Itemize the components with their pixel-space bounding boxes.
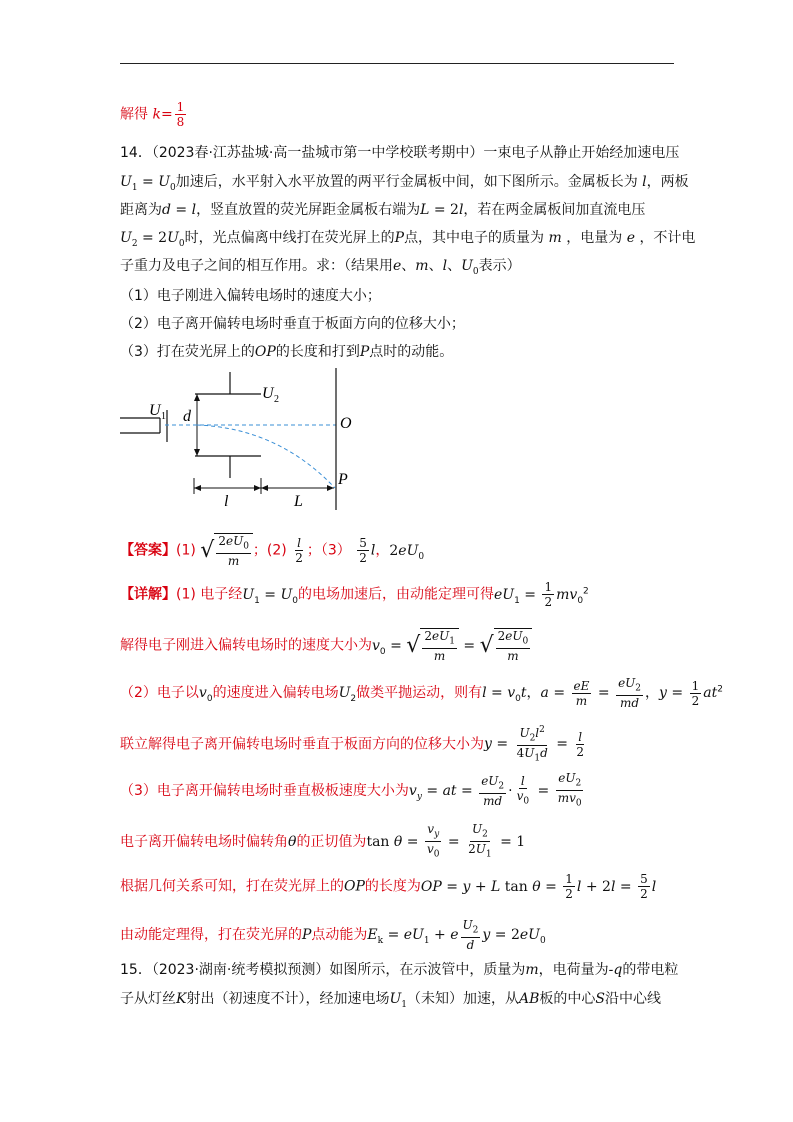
sep-1: 、 xyxy=(401,258,416,274)
detail-line5: （3）电子离开偏转电场时垂直极板速度大小为$v_y$ = at = $\frac{eU_2}{md}$ · $\frac{l}{v_0}$ = $\frac{eU_2}{mv_0}$ xyxy=(120,771,582,809)
detail-line7: 根据几何关系可知，打在荧光屏上的OP的长度为OP = y + L tan θ = $\frac{1}{2}$ l + 2l = $\frac{5}{2}$ l xyxy=(120,872,657,901)
sep-3: 、 xyxy=(447,258,462,274)
detail-d5: （3）电子离开偏转电场时垂直极板速度大小为 xyxy=(120,782,409,799)
label-p: P xyxy=(338,471,348,488)
q15-line2e: 沿中心线 xyxy=(605,991,662,1007)
q14-line3a: 距离为 xyxy=(120,202,162,218)
detail-d1b: 的电场加速后，由动能定理可得 xyxy=(298,586,495,603)
label-l: l xyxy=(224,493,229,510)
detail-d1a: (1) 电子经 xyxy=(176,586,243,603)
label-u2: U xyxy=(262,385,274,402)
q15-line2: 子从灯丝K射出（初速度不计），经加速电场$U_1$（未知）加速，从AB板的中心S沿中心线 xyxy=(120,991,662,1010)
detail-d3b: 的速度进入偏转电场 xyxy=(212,685,339,702)
answer-sep: ， xyxy=(375,542,390,559)
sqrt-2eU0-m: √ $\frac{2eU_0}{m}$ xyxy=(200,533,253,568)
var-k: k xyxy=(152,106,161,123)
eq-sign: = xyxy=(160,106,173,123)
q15-line1b: ，电荷量为 xyxy=(538,962,609,978)
q14-sub3a: （3）打在荧光屏上的 xyxy=(120,344,255,360)
label-u2-sub: 2 xyxy=(274,394,279,405)
q15-line1c: 的带电粒 xyxy=(622,962,679,978)
solve-k-prefix: 解得 xyxy=(120,106,148,123)
q14-line3c: ，若在两金属板间加直流电压 xyxy=(463,202,646,218)
q14-sub3: （3）打在荧光屏上的OP的长度和打到P点时的动能。 xyxy=(120,344,454,360)
q14-line4d: ，不计电 xyxy=(639,230,696,246)
q14-line3b: ，竖直放置的荧光屏距金属板右端为 xyxy=(196,202,421,218)
fraction-1-8 xyxy=(175,100,187,129)
label-big-l: L xyxy=(294,493,303,510)
label-u1-sub: 1 xyxy=(161,411,166,422)
answer-label: 【答案】 xyxy=(120,542,176,559)
answer-p3: ；（3） xyxy=(306,542,351,559)
sep-2: 、 xyxy=(428,258,443,274)
frac-den: 8 xyxy=(176,115,185,129)
detail-d7b: 的长度为 xyxy=(364,878,421,895)
detail-d7a: 根据几何关系可知，打在荧光屏上的 xyxy=(120,878,344,895)
q14-line2: $U_1 = U_0$加速后，水平射入水平放置的两平行金属板中间，如下图所示。金属板长为 l，两板 xyxy=(120,174,689,193)
answer-p1: (1) xyxy=(176,542,196,559)
detail-line2: 解得电子刚进入偏转电场时的速度大小为$v_0$ = √ $\frac{2eU_1}{m}$ = √ $\frac{2eU_0}{m}$ xyxy=(120,628,532,663)
answer-p2: ；(2) xyxy=(252,542,287,559)
q14-line5a: 子重力及电子之间的相互作用。求：（结果用 xyxy=(120,258,393,274)
q14-sub3c: 点时的动能。 xyxy=(369,344,454,360)
q14-line4a: 时，光点偏离中线打在荧光屏上的 xyxy=(184,230,395,246)
q14-sub3b: 的长度和打到 xyxy=(275,344,360,360)
detail-line3: （2）电子以$v_0$的速度进入偏转电场$U_2$做类平抛运动，则有$l = v_0t$，a = $\frac{eE}{m}$ = $\frac{eU_2}{md}$ ，y = $\frac{1}{2}$ $at^2$ xyxy=(120,676,723,711)
q14-line4c: ，电量为 xyxy=(566,230,623,246)
label-d: d xyxy=(183,408,191,425)
label-o: O xyxy=(340,415,352,432)
q15-line2a: 子从灯丝 xyxy=(120,991,176,1007)
detail-line8: 由动能定理得，打在荧光屏的P点动能为$E_k = eU_1 + e$ $\frac{U_2}{d}$ $y = 2eU_0$ xyxy=(120,918,546,953)
q15-line2d: 板的中心 xyxy=(539,991,596,1007)
q14-line5: 子重力及电子之间的相互作用。求：（结果用e、m、l、$U_0$表示） xyxy=(120,258,521,277)
q14-line2b: ，两板 xyxy=(646,174,689,190)
detail-d2: 解得电子刚进入偏转电场时的速度大小为 xyxy=(120,637,372,654)
detail-d3a: （2）电子以 xyxy=(120,685,199,702)
detail-d8a: 由动能定理得，打在荧光屏的 xyxy=(120,927,302,944)
q14-line4: $U_2 = 2U_0$时，光点偏离中线打在荧光屏上的P点，其中电子的质量为 m ，电量为 e ，不计电 xyxy=(120,230,696,249)
q15-line1a: 15．（2023·湖南·统考模拟预测）如图所示，在示波管中，质量为 xyxy=(120,962,526,978)
detail-label: 【详解】 xyxy=(120,586,176,603)
q14-sub2: （2）电子离开偏转电场时垂直于板面方向的位移大小； xyxy=(120,316,465,332)
frac-num: 1 xyxy=(176,100,185,114)
detail-line1: 【详解】(1) 电子经$U_1 = U_0$的电场加速后，由动能定理可得$eU_1$ = $\frac{1}{2}$ $mv_0^2$ xyxy=(120,580,589,609)
oscilloscope-diagram xyxy=(118,366,358,512)
q15-line2b: 射出（初速度不计），经加速电场 xyxy=(186,991,390,1007)
detail-d4: 联立解得电子离开偏转电场时垂直于板面方向的位移大小为 xyxy=(120,736,484,753)
header-rule xyxy=(120,63,674,64)
solve-k-line xyxy=(120,100,188,129)
detail-line4: 联立解得电子离开偏转电场时垂直于板面方向的位移大小为y = $\frac{U_2l^2}{4U_1d}$ = $\frac{l}{2}$ xyxy=(120,725,585,764)
q14-sub1: （1）电子刚进入偏转电场时的速度大小； xyxy=(120,288,381,304)
answer-line: 【答案】(1) √ $\frac{2eU_0}{m}$ ；(2) $\frac{l}{2}$ ；（3） $\frac{5}{2}$ l，$2eU_0$ xyxy=(120,534,425,569)
q15-line2c: （未知）加速，从 xyxy=(407,991,520,1007)
detail-d8b: 点动能为 xyxy=(311,927,368,944)
detail-d6a: 电子离开偏转电场时偏转角 xyxy=(120,833,288,850)
label-u1: U xyxy=(149,402,161,419)
q14-line3: 距离为d = l，竖直放置的荧光屏距金属板右端为L = 2l，若在两金属板间加直流电压 xyxy=(120,202,646,218)
q14-line4b: 点，其中电子的质量为 xyxy=(404,230,545,246)
detail-line6: 电子离开偏转电场时偏转角θ的正切值为tan θ = $\frac{v_y}{v_0}$ = $\frac{U_2}{2U_1}$ = 1 xyxy=(120,822,526,860)
detail-d6b: 的正切值为 xyxy=(296,833,367,850)
q14-line1: 14．（2023春·江苏盐城·高一盐城市第一中学校联考期中）一束电子从静止开始经加速电压 xyxy=(120,145,680,161)
q15-line1: 15．（2023·湖南·统考模拟预测）如图所示，在示波管中，质量为m，电荷量为-q的带电粒 xyxy=(120,962,679,978)
q14-line2a: 加速后，水平射入水平放置的两平行金属板中间，如下图所示。金属板长为 xyxy=(175,174,638,190)
detail-d3c: 做类平抛运动，则有 xyxy=(356,685,483,702)
q14-line5c: 表示） xyxy=(478,258,521,274)
